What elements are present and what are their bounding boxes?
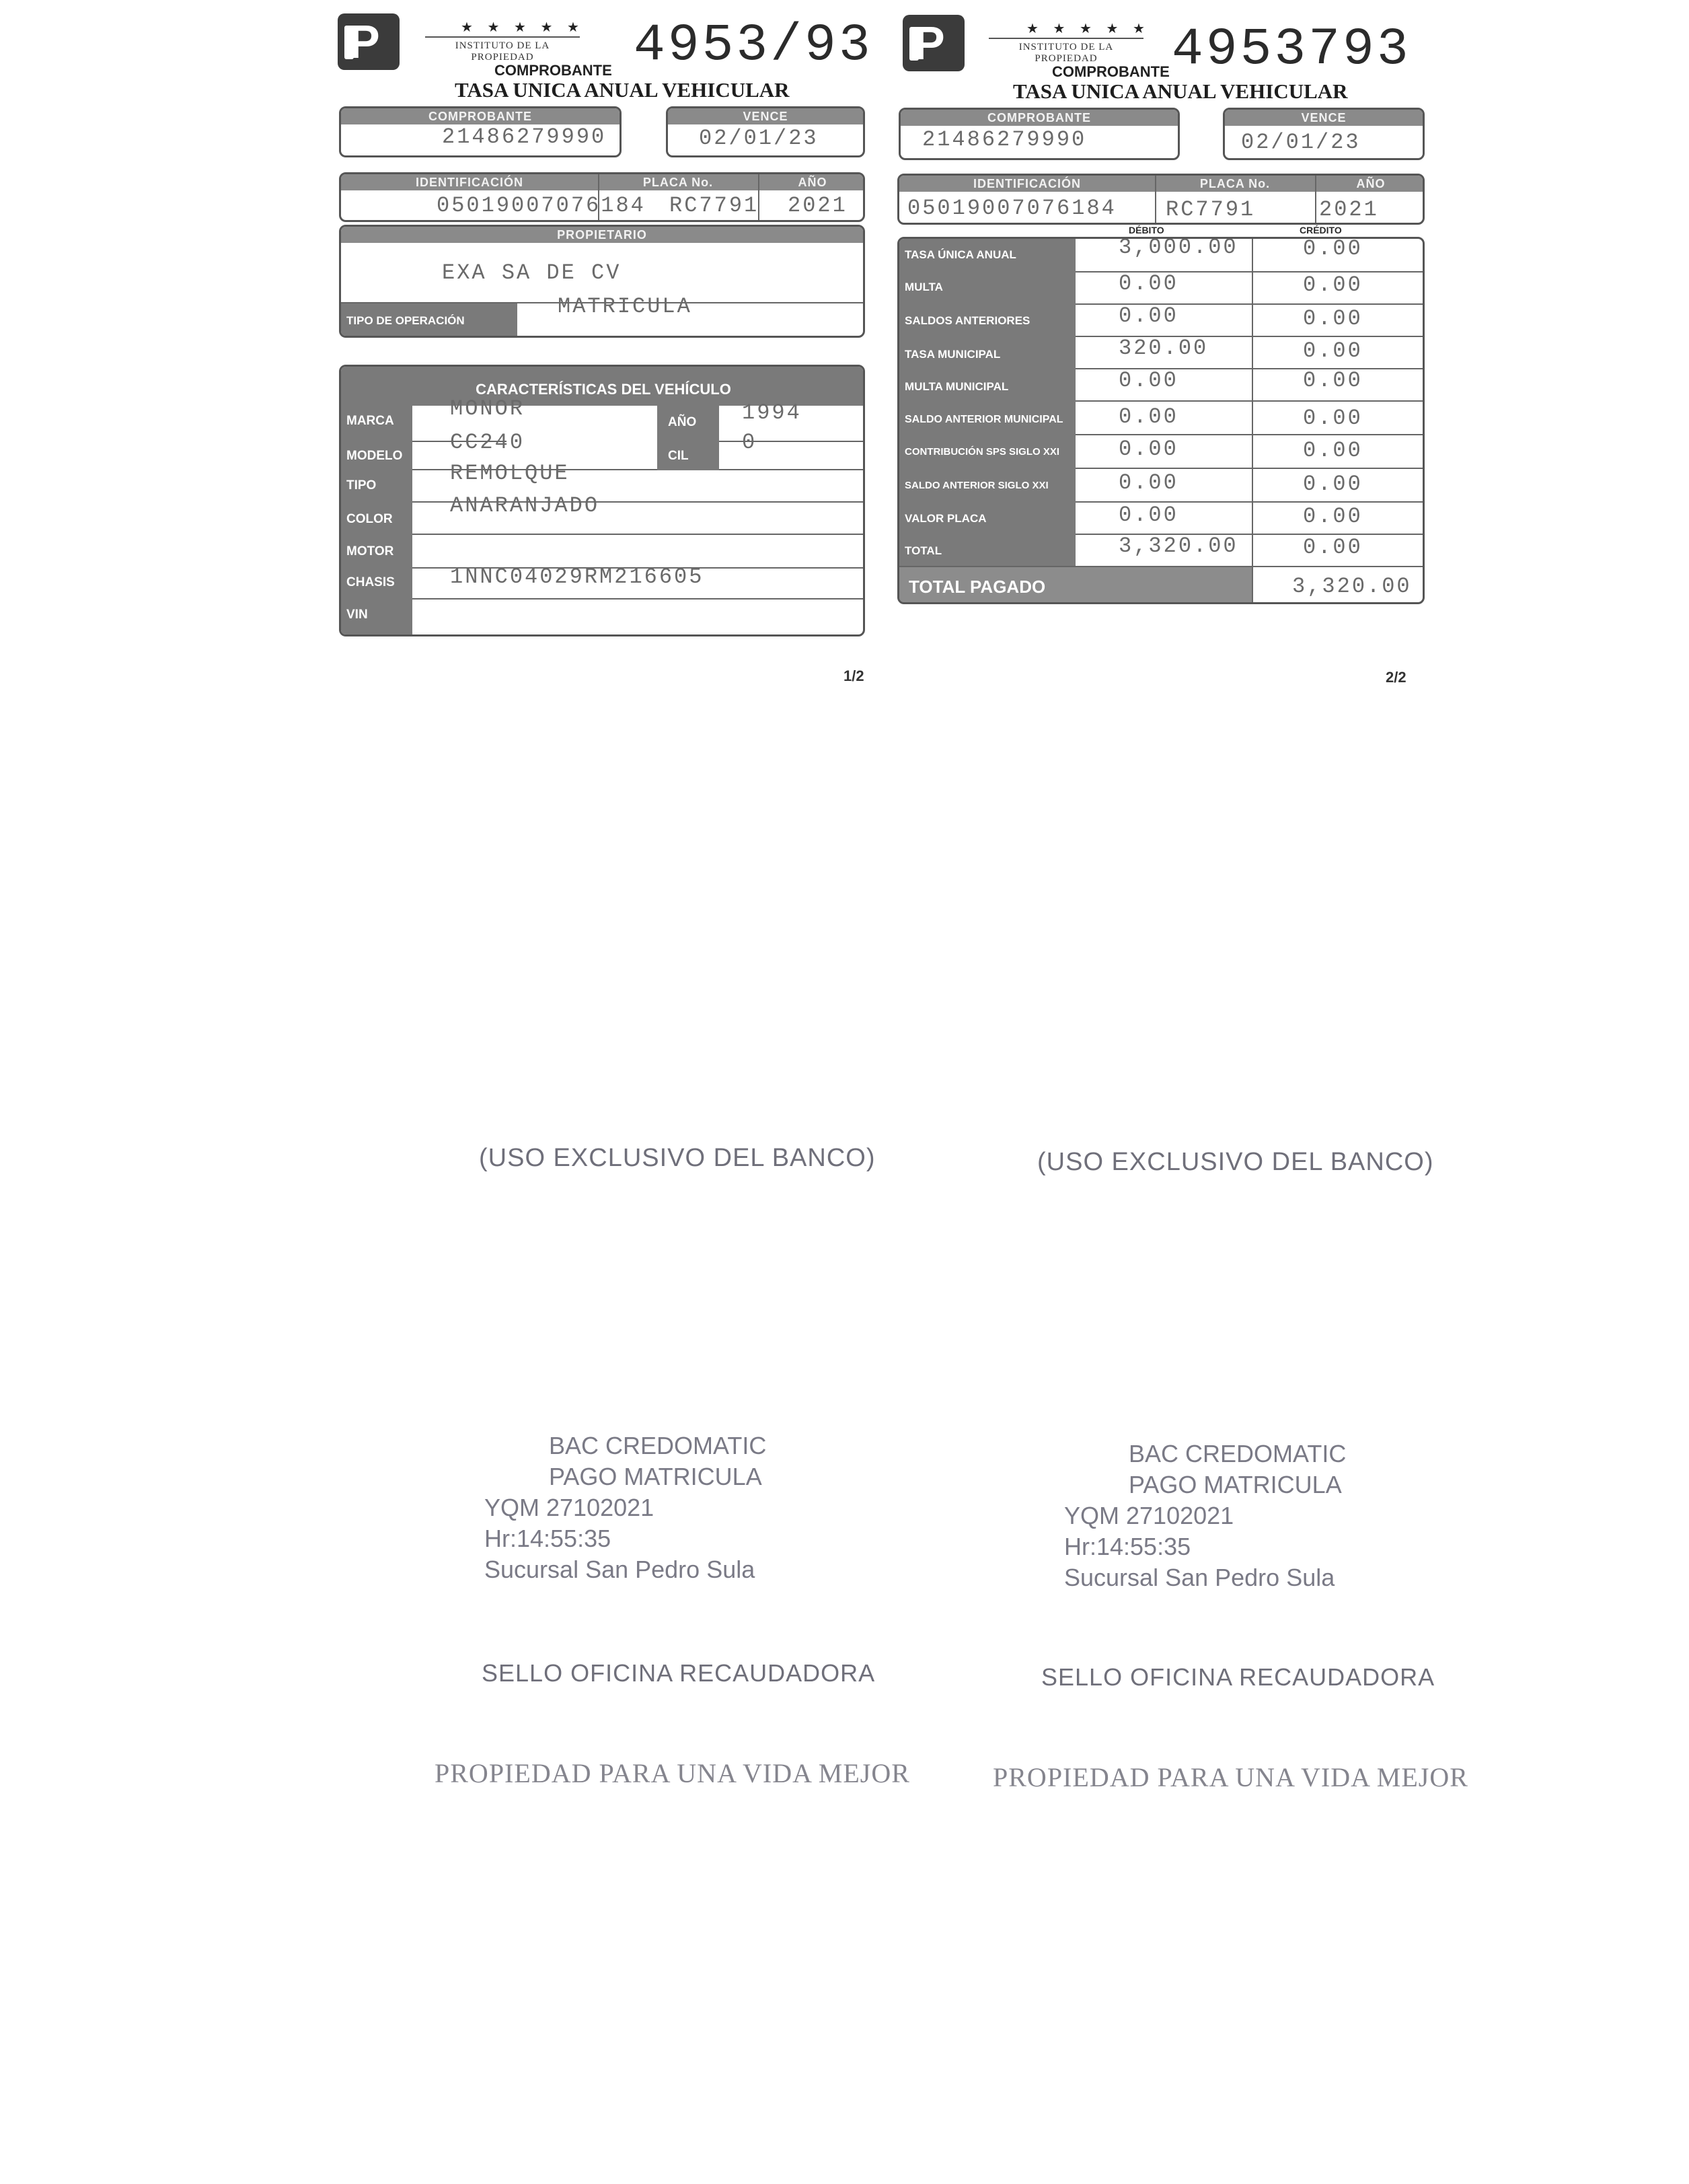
ip-logo-icon: P [338,13,400,70]
charge-debito: 0.00 [1119,271,1178,296]
seal-label: SELLO OFICINA RECAUDADORA [1041,1663,1435,1691]
anio-value: 2021 [788,193,848,218]
vehicle-anio-value: 1994 [742,400,802,425]
charge-debito: 3,000.00 [1119,237,1238,260]
motto: PROPIEDAD PARA UNA VIDA MEJOR [435,1758,910,1788]
seal-label: SELLO OFICINA RECAUDADORA [482,1659,876,1687]
comprobante-value: 21486279990 [442,124,607,149]
charge-debito: 0.00 [1119,503,1178,527]
comprobante-label: COMPROBANTE [341,108,620,124]
chasis-label: CHASIS [346,575,395,589]
identificacion-label: IDENTIFICACIÓN [899,176,1155,192]
charge-debito: 0.00 [1119,368,1178,393]
identificacion-value: 05019007076184 [907,196,1117,221]
ip-logo-icon: P [903,15,965,71]
serial-number: 4953793 [1172,20,1411,79]
charge-label: TASA MUNICIPAL [905,348,1001,361]
charge-label: MULTA [905,281,943,293]
charge-credito: 0.00 [1303,338,1363,363]
vence-box [1223,108,1425,160]
charge-label: SALDOS ANTERIORES [905,314,1030,327]
propietario-box [339,225,865,338]
page-number: 2/2 [1386,669,1406,686]
stamp-line-2: PAGO MATRICULA [549,1463,762,1490]
anio-label: AÑO [1315,176,1425,192]
serial-number: 4953/93 [634,16,873,75]
charge-row [899,271,1423,303]
charge-credito: 0.00 [1303,237,1363,261]
charge-row [899,239,1423,271]
receipt-title: TASA UNICA ANUAL VEHICULAR [1013,79,1348,103]
charge-credito: 0.00 [1303,272,1363,297]
cil-label: CIL [668,449,689,463]
comprobante-box [339,106,622,157]
total-pagado-value: 3,320.00 [1292,574,1412,599]
cil-value: 0 [742,430,757,455]
institution-name: INSTITUTO DE LA PROPIEDAD [425,36,580,63]
comprobante-caption: COMPROBANTE [1052,63,1170,80]
stamp-line-4: Hr:14:55:35 [1064,1533,1191,1560]
stamp-line-1: BAC CREDOMATIC [1129,1440,1347,1467]
modelo-value: CC240 [450,430,525,455]
bank-use-label: (USO EXCLUSIVO DEL BANCO) [1037,1148,1434,1176]
charge-credito: 0.00 [1303,472,1363,497]
motto: PROPIEDAD PARA UNA VIDA MEJOR [993,1762,1468,1792]
charge-label: TOTAL [905,544,942,557]
charge-row [899,336,1423,368]
institution-name: INSTITUTO DE LA PROPIEDAD [989,38,1143,65]
charge-row [899,368,1423,400]
credito-header: CRÉDITO [1300,225,1342,235]
vence-box [666,106,865,157]
placa-value: RC7791 [669,193,759,218]
charge-debito: 0.00 [1119,437,1178,462]
marca-label: MARCA [346,414,394,428]
stamp-line-3: YQM 27102021 [1064,1502,1234,1529]
total-pagado-row [899,567,1423,604]
vence-value: 02/01/23 [1241,130,1361,155]
stamp-line-5: Sucursal San Pedro Sula [484,1556,755,1583]
charge-label: SALDO ANTERIOR MUNICIPAL [905,414,1063,425]
tipo-label: TIPO [346,478,377,493]
charge-credito: 0.00 [1303,406,1363,431]
tipo-operacion-label: TIPO DE OPERACIÓN [341,303,517,338]
charge-debito: 0.00 [1119,303,1178,328]
charge-row [899,400,1423,434]
charge-credito: 0.00 [1303,438,1363,463]
receipt-title: TASA UNICA ANUAL VEHICULAR [455,78,790,102]
charge-credito: 0.00 [1303,306,1363,331]
bank-stamp [1064,1439,1346,1593]
propietario-label: PROPIETARIO [341,227,863,243]
bank-use-label: (USO EXCLUSIVO DEL BANCO) [479,1144,876,1172]
comprobante-caption: COMPROBANTE [494,62,612,79]
motor-label: MOTOR [346,544,394,558]
charge-credito: 0.00 [1303,535,1363,560]
page-number: 1/2 [843,667,864,684]
debito-header: DÉBITO [1129,225,1164,235]
placa-label: PLACA No. [1155,176,1315,192]
charge-label: CONTRIBUCIÓN SPS SIGLO XXI [905,446,1060,458]
vehicle-box [339,365,865,636]
comprobante-label: COMPROBANTE [901,110,1178,126]
stamp-line-3: YQM 27102021 [484,1494,654,1521]
placa-label: PLACA No. [598,174,758,190]
charge-debito: 0.00 [1119,470,1178,495]
comprobante-box [899,108,1180,160]
chasis-value: 1NNC04029RM216605 [450,565,704,589]
placa-value: RC7791 [1166,197,1256,222]
charge-row [899,468,1423,501]
stamp-line-1: BAC CREDOMATIC [549,1432,767,1459]
stars-icon: ★ ★ ★ ★ ★ [1026,22,1150,36]
charge-row [899,534,1423,566]
vence-label: VENCE [668,108,863,124]
bank-stamp [484,1430,766,1585]
anio-value: 2021 [1319,197,1379,222]
charges-table [897,237,1425,604]
charge-row [899,434,1423,468]
charge-credito: 0.00 [1303,504,1363,529]
vence-label: VENCE [1225,110,1423,126]
color-value: ANARANJADO [450,493,600,518]
vin-label: VIN [346,608,368,622]
charge-label: VALOR PLACA [905,512,987,525]
tipo-operacion-value: MATRICULA [558,294,692,319]
charge-row [899,303,1423,336]
stars-icon: ★ ★ ★ ★ ★ [461,20,585,35]
identificacion-value: 05019007076184 [437,193,646,218]
identificacion-label: IDENTIFICACIÓN [341,174,598,190]
marca-value: MONOR [450,396,525,421]
stamp-line-4: Hr:14:55:35 [484,1525,611,1552]
tipo-value: REMOLQUE [450,461,570,486]
charge-credito: 0.00 [1303,368,1363,393]
stamp-line-2: PAGO MATRICULA [1129,1471,1342,1498]
charge-label: SALDO ANTERIOR SIGLO XXI [905,480,1049,491]
vehicle-header: CARACTERÍSTICAS DEL VEHÍCULO [341,367,865,406]
charge-debito: 3,320.00 [1119,534,1238,558]
total-pagado-label: TOTAL PAGADO [909,577,1046,597]
charge-debito: 0.00 [1119,404,1178,429]
id-plate-box [897,174,1425,225]
vehicle-anio-label: AÑO [668,415,697,429]
comprobante-value: 21486279990 [922,127,1087,152]
charge-debito: 320.00 [1119,336,1209,361]
charge-row [899,501,1423,534]
id-plate-box [339,172,865,222]
stamp-line-5: Sucursal San Pedro Sula [1064,1564,1335,1591]
charge-label: TASA ÚNICA ANUAL [905,248,1016,261]
anio-label: AÑO [758,174,865,190]
vence-value: 02/01/23 [699,126,819,151]
propietario-value: EXA SA DE CV [442,260,622,285]
charge-label: MULTA MUNICIPAL [905,380,1009,393]
modelo-label: MODELO [346,449,403,463]
color-label: COLOR [346,512,393,526]
